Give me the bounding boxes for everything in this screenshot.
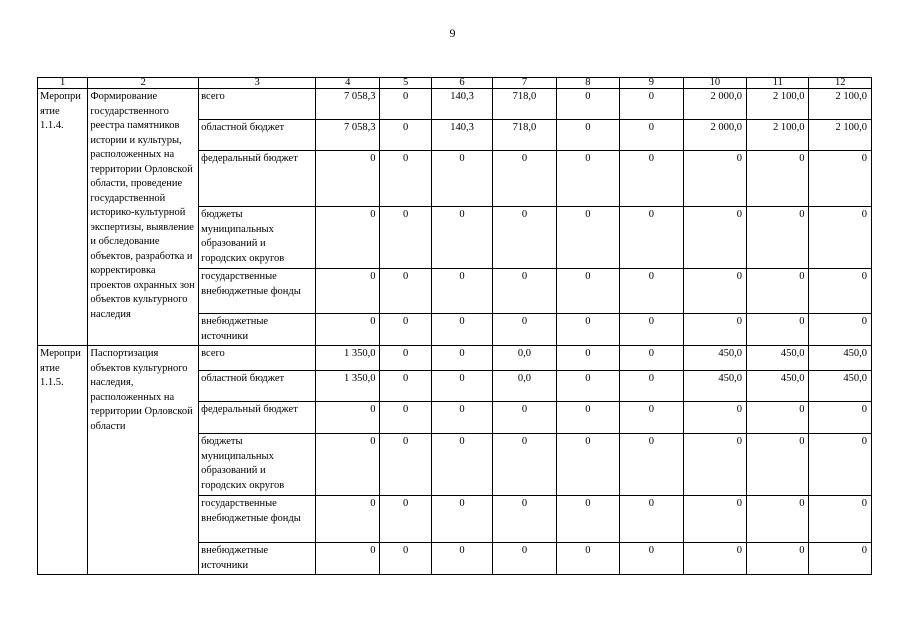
- value-cell: 0: [315, 402, 379, 434]
- value-cell: 0: [683, 269, 746, 314]
- value-cell: 2 000,0: [683, 120, 746, 151]
- value-cell: 0: [556, 496, 619, 543]
- value-cell: 0: [747, 151, 809, 207]
- header-cell: 5: [380, 78, 431, 89]
- value-cell: 0: [380, 346, 431, 371]
- header-cell: 3: [199, 78, 316, 89]
- value-cell: 0: [747, 543, 809, 575]
- header-cell: 8: [556, 78, 619, 89]
- value-cell: 0: [556, 346, 619, 371]
- value-cell: 0: [556, 314, 619, 346]
- value-cell: 0: [683, 543, 746, 575]
- value-cell: 450,0: [809, 346, 872, 371]
- funding-source: федеральный бюджет: [199, 402, 316, 434]
- value-cell: 0: [683, 434, 746, 496]
- value-cell: 1 350,0: [315, 371, 379, 402]
- value-cell: 718,0: [493, 89, 556, 120]
- header-cell: 9: [620, 78, 683, 89]
- value-cell: 0: [380, 434, 431, 496]
- value-cell: 0: [493, 434, 556, 496]
- value-cell: 0: [315, 207, 379, 269]
- value-cell: 0: [809, 402, 872, 434]
- value-cell: 0: [747, 207, 809, 269]
- value-cell: 0: [380, 207, 431, 269]
- value-cell: 0: [315, 314, 379, 346]
- value-cell: 0: [431, 496, 492, 543]
- value-cell: 0: [620, 346, 683, 371]
- value-cell: 140,3: [431, 120, 492, 151]
- header-cell: 7: [493, 78, 556, 89]
- value-cell: 0: [315, 543, 379, 575]
- value-cell: 0: [380, 120, 431, 151]
- value-cell: 0: [683, 402, 746, 434]
- value-cell: 0: [380, 314, 431, 346]
- value-cell: 450,0: [683, 346, 746, 371]
- value-cell: 0: [809, 269, 872, 314]
- value-cell: 0: [747, 434, 809, 496]
- header-cell: 11: [747, 78, 809, 89]
- value-cell: 0: [747, 402, 809, 434]
- value-cell: 0: [683, 151, 746, 207]
- value-cell: 0: [620, 496, 683, 543]
- value-cell: 7 058,3: [315, 120, 379, 151]
- value-cell: 0: [431, 314, 492, 346]
- funding-source: государственные внебюджетные фонды: [199, 496, 316, 543]
- page-number: 9: [449, 26, 456, 40]
- value-cell: 0: [493, 496, 556, 543]
- value-cell: 0: [431, 151, 492, 207]
- value-cell: 0: [380, 269, 431, 314]
- value-cell: 0: [431, 207, 492, 269]
- value-cell: 0: [747, 314, 809, 346]
- funding-source: внебюджетные источники: [199, 543, 316, 575]
- value-cell: 0: [315, 434, 379, 496]
- value-cell: 0: [431, 346, 492, 371]
- value-cell: 0: [380, 151, 431, 207]
- value-cell: 2 000,0: [683, 89, 746, 120]
- value-cell: 2 100,0: [747, 89, 809, 120]
- value-cell: 0: [315, 151, 379, 207]
- value-cell: 0: [620, 402, 683, 434]
- funding-source: всего: [199, 346, 316, 371]
- measure-name: Формирование государственного реестра памятников истории и культуры, расположенных на территории Орловской области, проведение государственной историко-культурной экспертизы, выявление и обследование объектов, разработка и корректировка проектов охранных зон объектов культурного наследия: [88, 89, 199, 346]
- value-cell: 0: [809, 434, 872, 496]
- value-cell: 450,0: [747, 371, 809, 402]
- header-cell: 4: [315, 78, 379, 89]
- header-cell: 10: [683, 78, 746, 89]
- value-cell: 0: [556, 120, 619, 151]
- funding-source: всего: [199, 89, 316, 120]
- value-cell: 718,0: [493, 120, 556, 151]
- value-cell: 0: [683, 314, 746, 346]
- value-cell: 0: [556, 207, 619, 269]
- value-cell: 0: [620, 314, 683, 346]
- value-cell: 0: [431, 371, 492, 402]
- value-cell: 2 100,0: [809, 89, 872, 120]
- value-cell: 0: [380, 402, 431, 434]
- funding-source: внебюджетные источники: [199, 314, 316, 346]
- value-cell: 0: [493, 402, 556, 434]
- value-cell: 0,0: [493, 371, 556, 402]
- value-cell: 0: [556, 269, 619, 314]
- value-cell: 0: [620, 151, 683, 207]
- value-cell: 0: [493, 314, 556, 346]
- value-cell: 0: [556, 89, 619, 120]
- value-cell: 0: [493, 269, 556, 314]
- value-cell: 0: [620, 269, 683, 314]
- value-cell: 0: [493, 151, 556, 207]
- funding-source: бюджеты муниципальных образований и городских округов: [199, 434, 316, 496]
- measure-name: Паспортизация объектов культурного наследия, расположенных на территории Орловской области: [88, 346, 199, 575]
- header-cell: 1: [38, 78, 88, 89]
- header-cell: 6: [431, 78, 492, 89]
- value-cell: 0: [747, 496, 809, 543]
- value-cell: 0: [683, 207, 746, 269]
- value-cell: 450,0: [683, 371, 746, 402]
- value-cell: 0: [556, 434, 619, 496]
- funding-source: государственные внебюджетные фонды: [199, 269, 316, 314]
- funding-source: областной бюджет: [199, 371, 316, 402]
- value-cell: 0,0: [493, 346, 556, 371]
- table-row: [38, 89, 872, 120]
- value-cell: 0: [315, 496, 379, 543]
- value-cell: 0: [620, 89, 683, 120]
- value-cell: 0: [747, 269, 809, 314]
- value-cell: 0: [493, 207, 556, 269]
- value-cell: 0: [431, 402, 492, 434]
- value-cell: 0: [493, 543, 556, 575]
- value-cell: 0: [380, 89, 431, 120]
- value-cell: 450,0: [747, 346, 809, 371]
- value-cell: 0: [620, 543, 683, 575]
- budget-table: [37, 77, 872, 575]
- value-cell: 0: [431, 269, 492, 314]
- value-cell: 140,3: [431, 89, 492, 120]
- value-cell: 7 058,3: [315, 89, 379, 120]
- value-cell: 0: [620, 434, 683, 496]
- measure-code: Мероприятие 1.1.4.: [38, 89, 88, 346]
- value-cell: 2 100,0: [747, 120, 809, 151]
- header-cell: 12: [809, 78, 872, 89]
- value-cell: 0: [380, 543, 431, 575]
- value-cell: 0: [809, 207, 872, 269]
- value-cell: 0: [431, 543, 492, 575]
- value-cell: 0: [683, 496, 746, 543]
- value-cell: 0: [380, 371, 431, 402]
- value-cell: 0: [556, 371, 619, 402]
- value-cell: 0: [556, 151, 619, 207]
- value-cell: 450,0: [809, 371, 872, 402]
- value-cell: 0: [620, 120, 683, 151]
- header-cell: 2: [88, 78, 199, 89]
- value-cell: 0: [620, 207, 683, 269]
- funding-source: бюджеты муниципальных образований и городских округов: [199, 207, 316, 269]
- value-cell: 0: [431, 434, 492, 496]
- value-cell: 0: [809, 543, 872, 575]
- value-cell: 0: [620, 371, 683, 402]
- value-cell: 0: [380, 496, 431, 543]
- table-row: [38, 346, 872, 371]
- value-cell: 0: [809, 151, 872, 207]
- header-row: [38, 78, 872, 89]
- value-cell: 0: [556, 402, 619, 434]
- funding-source: областной бюджет: [199, 120, 316, 151]
- value-cell: 0: [556, 543, 619, 575]
- funding-source: федеральный бюджет: [199, 151, 316, 207]
- value-cell: 2 100,0: [809, 120, 872, 151]
- value-cell: 0: [809, 496, 872, 543]
- value-cell: 0: [809, 314, 872, 346]
- measure-code: Мероприятие 1.1.5.: [38, 346, 88, 575]
- value-cell: 1 350,0: [315, 346, 379, 371]
- value-cell: 0: [315, 269, 379, 314]
